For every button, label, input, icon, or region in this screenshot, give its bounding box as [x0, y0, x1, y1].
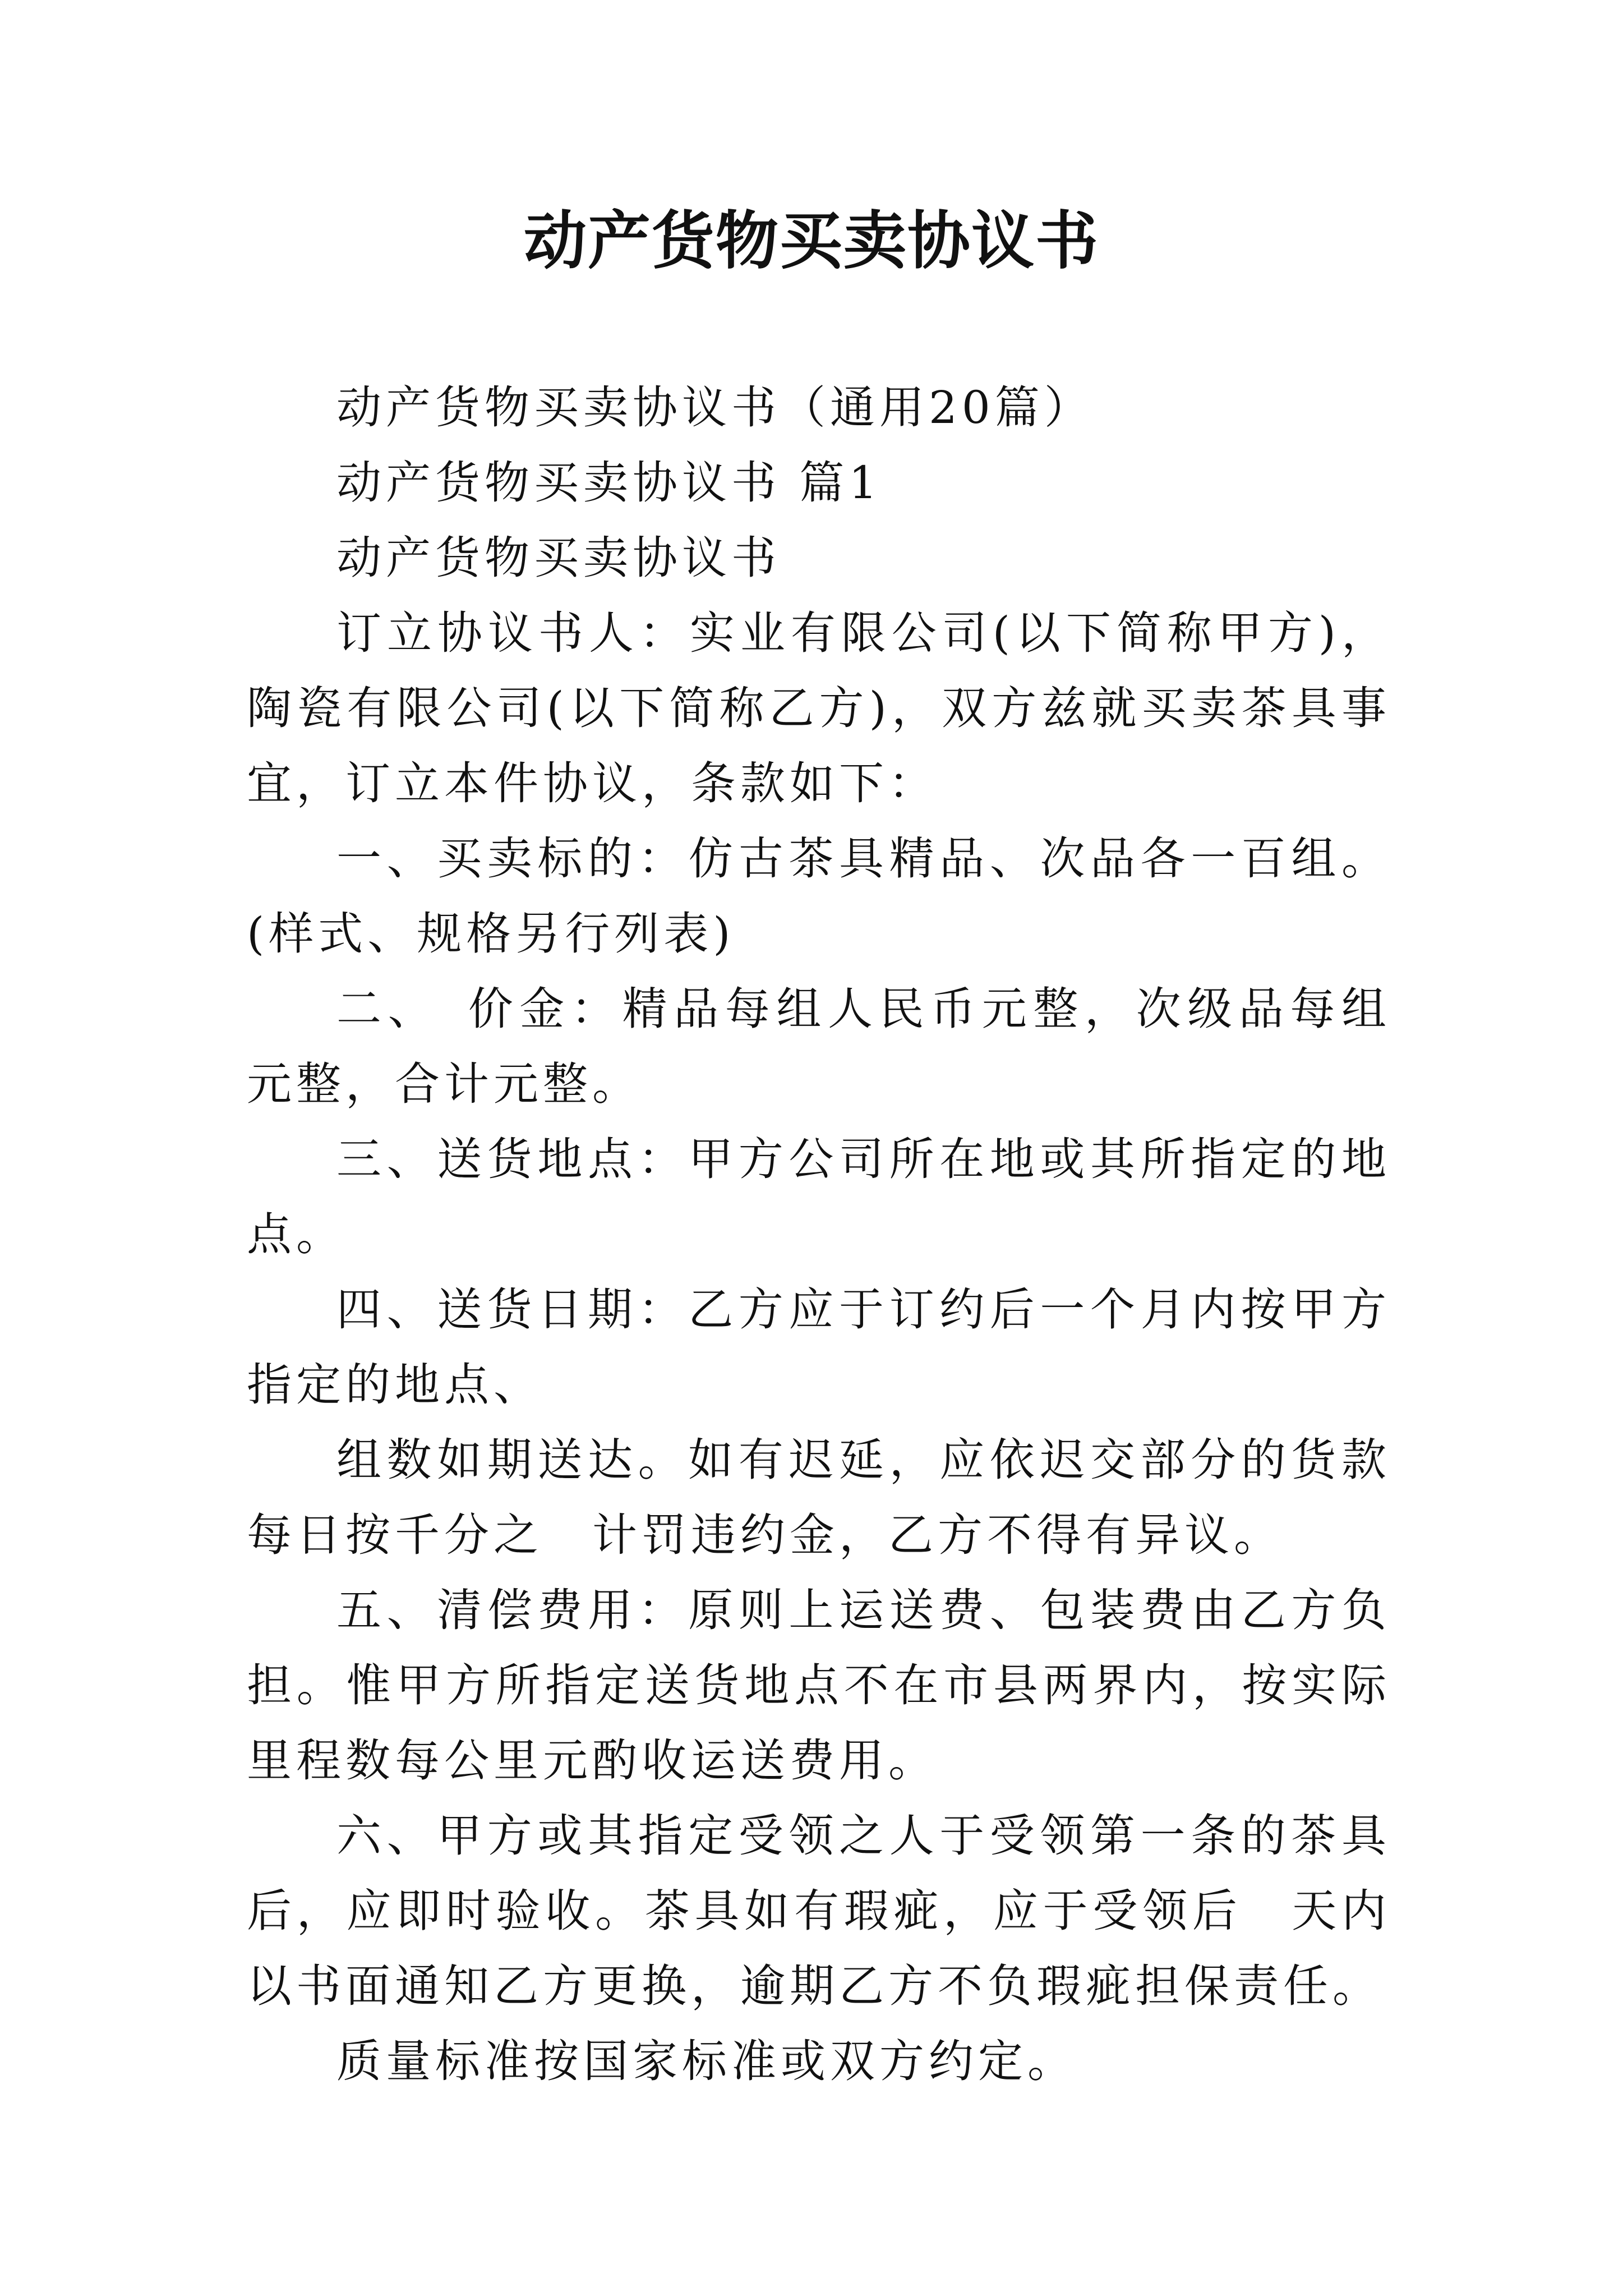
document-body: [247, 370, 1391, 2099]
paragraph-clause-4-continued: 组数如期送达。如有迟延，应依迟交部分的货款每日按千分之 计罚违约金，乙方不得有异议。: [247, 1434, 1391, 1561]
paragraph-clause-5: 五、清偿费用：原则上运送费、包装费由乙方负担。惟甲方所指定送货地点不在市县两界内，按实际里程数每公里元酌收运送费用。: [247, 1584, 1391, 1787]
paragraph-clause-2: 二、 价金：精品每组人民币元整，次级品每组元整，合计元整。: [247, 983, 1391, 1110]
document-title: 动产货物买卖协议书: [524, 204, 1099, 278]
paragraph-article-heading: 动产货物买卖协议书 篇1: [336, 457, 882, 509]
paragraph-parties: 订立协议书人：实业有限公司(以下简称甲方)， 陶瓷有限公司(以下简称乙方)，双方兹就买卖茶具事宜，订立本件协议，条款如下：: [247, 607, 1391, 809]
paragraph-clause-3: 三、送货地点：甲方公司所在地或其所指定的地点。: [247, 1133, 1391, 1260]
paragraph-agreement-name: 动产货物买卖协议书: [336, 532, 781, 584]
paragraph-collection-title: 动产货物买卖协议书（通用20篇）: [336, 381, 1094, 434]
paragraph-clause-1: 一、买卖标的：仿古茶具精品、次品各一百组。(样式、规格另行列表): [247, 832, 1391, 960]
paragraph-quality-standard: 质量标准按国家标准或双方约定。: [336, 2035, 1077, 2087]
paragraph-clause-4: 四、送货日期：乙方应于订约后一个月内按甲方指定的地点、: [247, 1283, 1391, 1411]
paragraph-clause-6: 六、甲方或其指定受领之人于受领第一条的茶具后，应即时验收。茶具如有瑕疵，应于受领后 天内以书面通知乙方更换，逾期乙方不负瑕疵担保责任。: [247, 1810, 1391, 2012]
